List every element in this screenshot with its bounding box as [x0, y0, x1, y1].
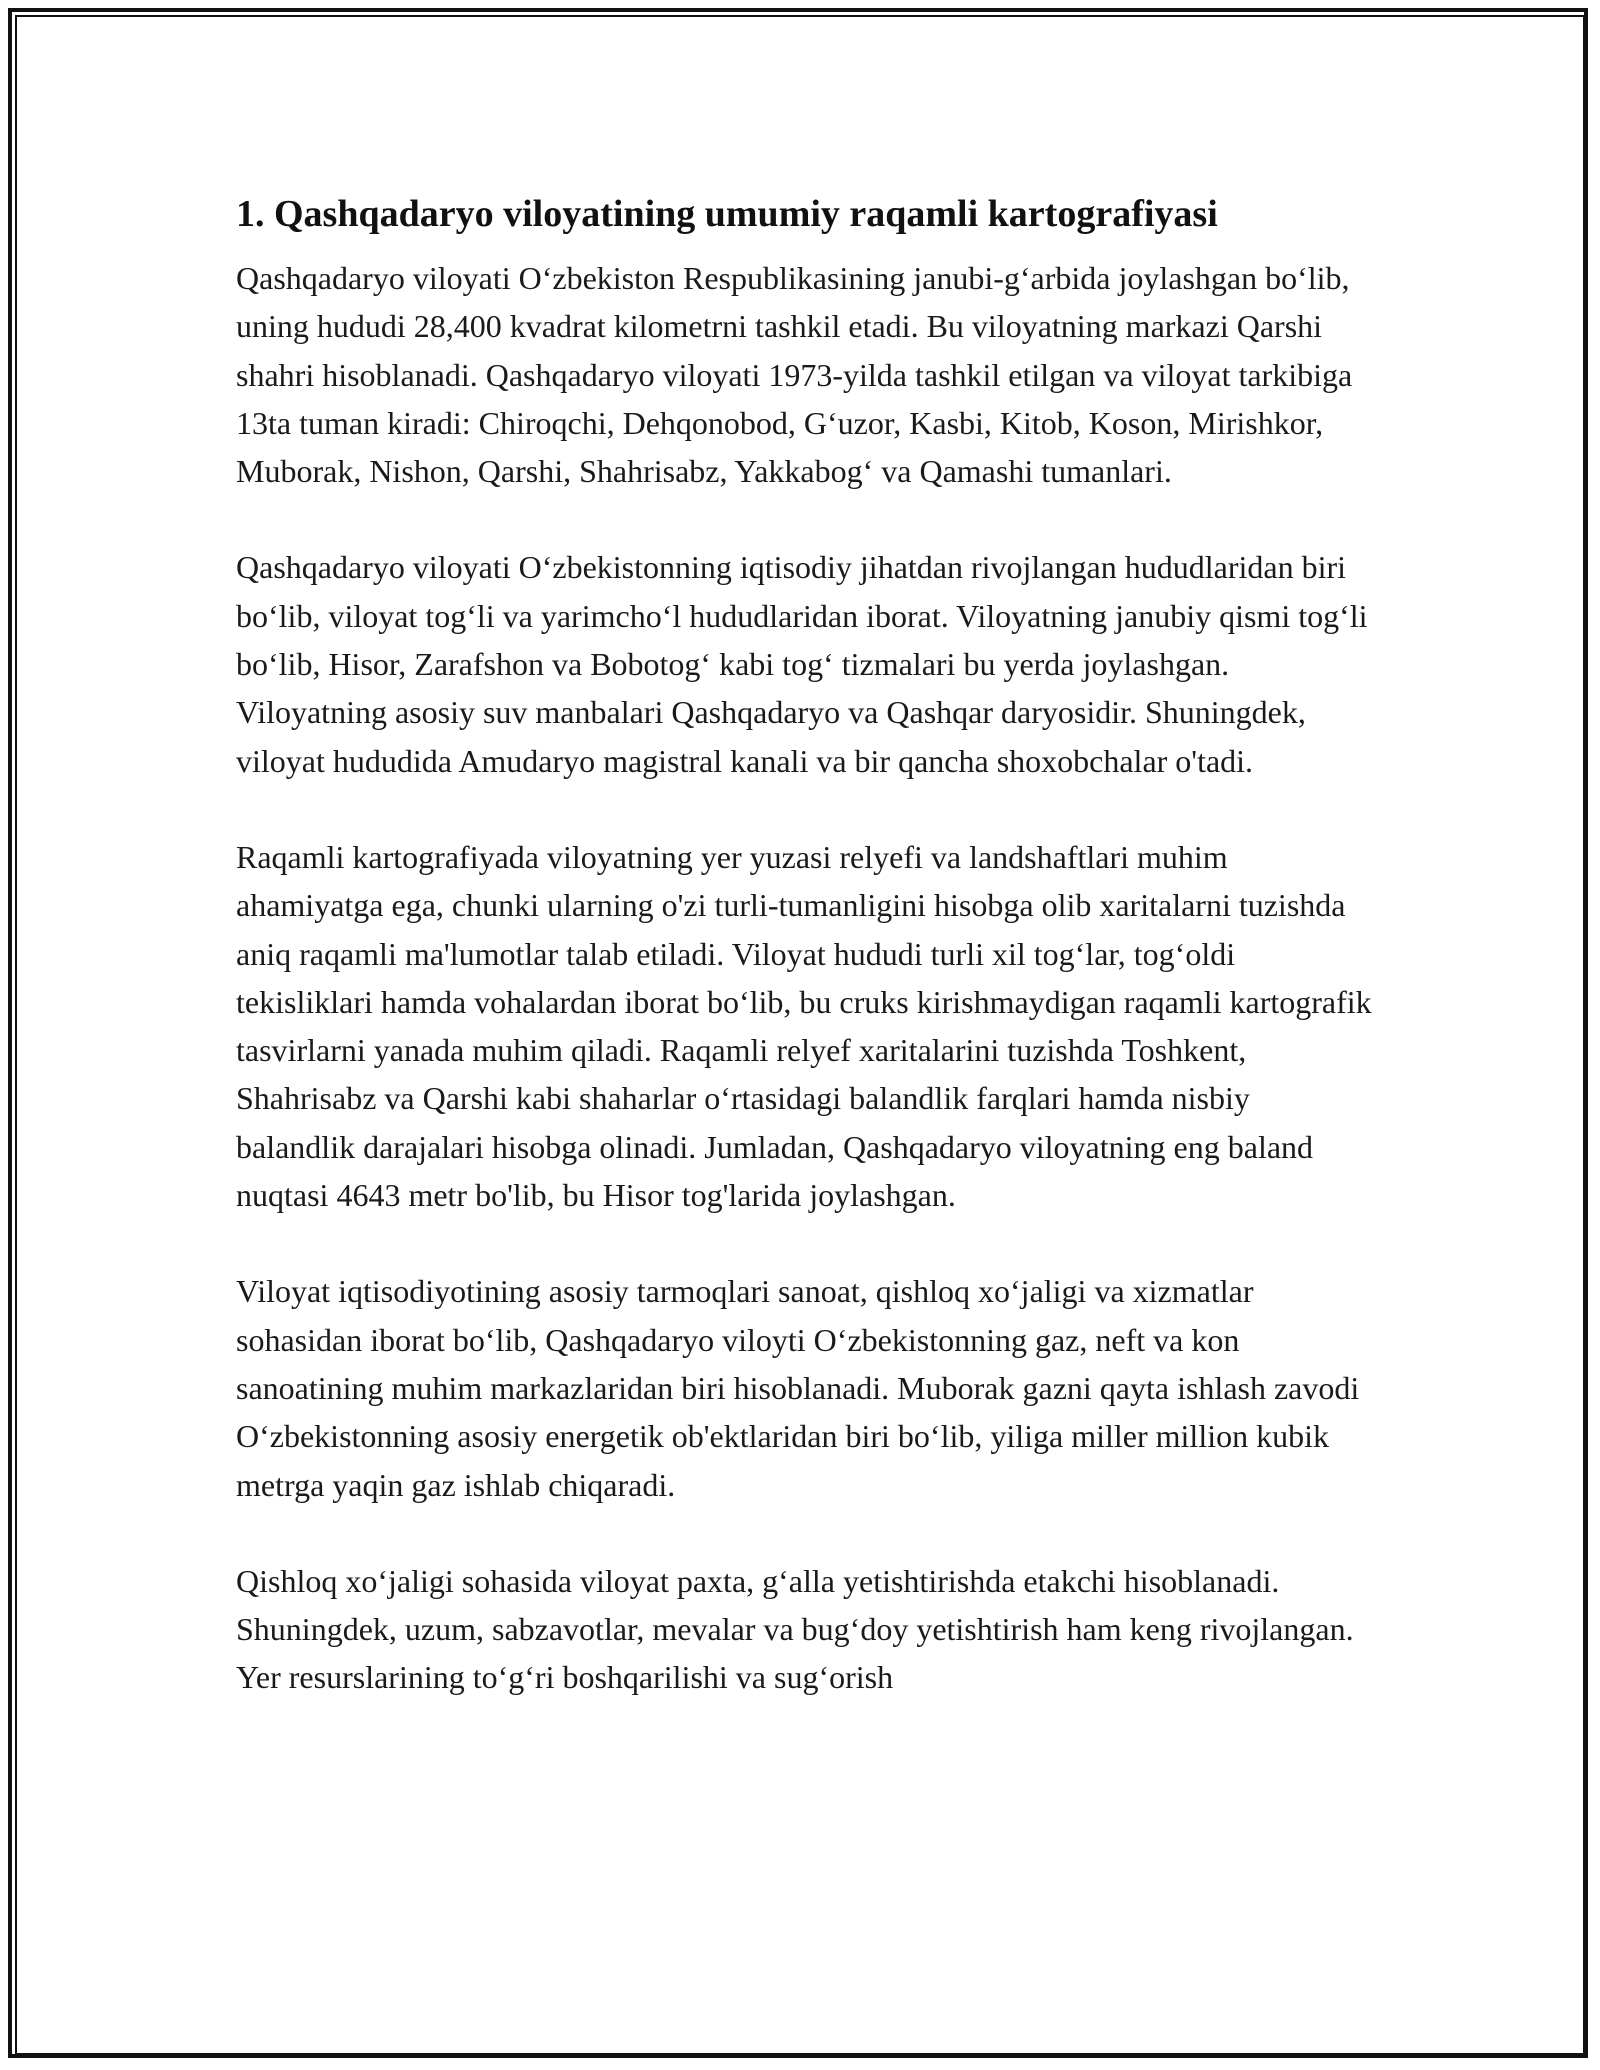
paragraph-industry: Viloyat iqtisodiyotining asosiy tarmoqlari sanoat, qishloq xo‘jaligi va xizmatlar sohasidan iborat bo‘lib, Qashqadaryo viloyti O‘zbekistonning gaz, neft va kon sanoatining muhim markazlaridan biri hisoblanadi. Muborak gazni qayta ishlash zavodi O‘zbekistonning asosiy energetik ob'ektlaridan biri bo‘lib, yiligа miller million kubik metrga yaqin gaz ishlab chiqaradi.	[236, 1273, 1360, 1503]
section-heading: 1. Qashqadaryo viloyatining umumiy raqamli kartografiyasi	[236, 193, 1218, 235]
paragraph-economy-geography: Qashqadaryo viloyati O‘zbekistonning iqtisodiy jihatdan rivojlangan hududlaridan biri bo‘lib, viloyat tog‘li va yarimcho‘l hududlaridan iborat. Viloyatning janubiy qismi tog‘li bo‘lib, Hisor, Zarafshon va Bobotog‘ kabi tog‘ tizmalari bu yerda joylashgan. Viloyatning asosiy suv manbalari Qashqadaryo va Qashqar daryosidir. Shuningdek, viloyat hududida Amudaryo magistral kanali va bir qancha shoxobchalar o'tadi.	[236, 549, 1368, 779]
document-body	[236, 186, 1376, 1750]
paragraph-agriculture: Qishloq xo‘jaligi sohasida viloyat paxta, g‘alla yetishtirishda etakchi hisoblanadi. Shuningdek, uzum, sabzavotlar, mevalar va bug‘doy yetishtirish ham keng rivojlangan. Yer resurslarining to‘g‘ri boshqarilishi va sug‘orish	[236, 1562, 1354, 1696]
paragraph-region-overview: Qashqadaryo viloyati O‘zbekiston Respublikasining janubi-g‘arbida joylashgan bo‘lib, uning hududi 28,400 kvadrat kilometrni tashkil etadi. Bu viloyatning markazi Qarshi shahri hisoblanadi. Qashqadaryo viloyati 1973-yilda tashkil etilgan va viloyat tarkibiga 13ta tuman kiradi: Chiroqchi, Dehqonobod, G‘uzor, Kasbi, Kitob, Koson, Mirishkor, Muborak, Nishon, Qarshi, Shahrisabz, Yakkabog‘ va Qamashi tumanlari.	[236, 260, 1353, 490]
paragraph-digital-relief: Raqamli kartografiyada viloyatning yer yuzasi relyefi va landshaftlari muhim ahamiyatga ega, chunki ularning o'zi turli-tumanligini hisobga olib xaritalarni tuzishda aniq raqamli ma'lumotlar talab etiladi. Viloyat hududi turli xil tog‘lar, tog‘oldi tekisliklari hamda vohalardan iborat bo‘lib, bu cruks kirishmaydigan raqamli kartografik tasvirlarni yanada muhim qiladi. Raqamli relyef xaritalarini tuzishda Toshkent, Shahrisabz va Qarshi kabi shaharlar o‘rtasidagi balandlik farqlari hamda nisbiy balandlik darajalari hisobga olinadi. Jumladan, Qashqadaryo viloyatning eng baland nuqtasi 4643 metr bo'lib, bu Hisor tog'larida joylashgan.	[236, 838, 1372, 1214]
